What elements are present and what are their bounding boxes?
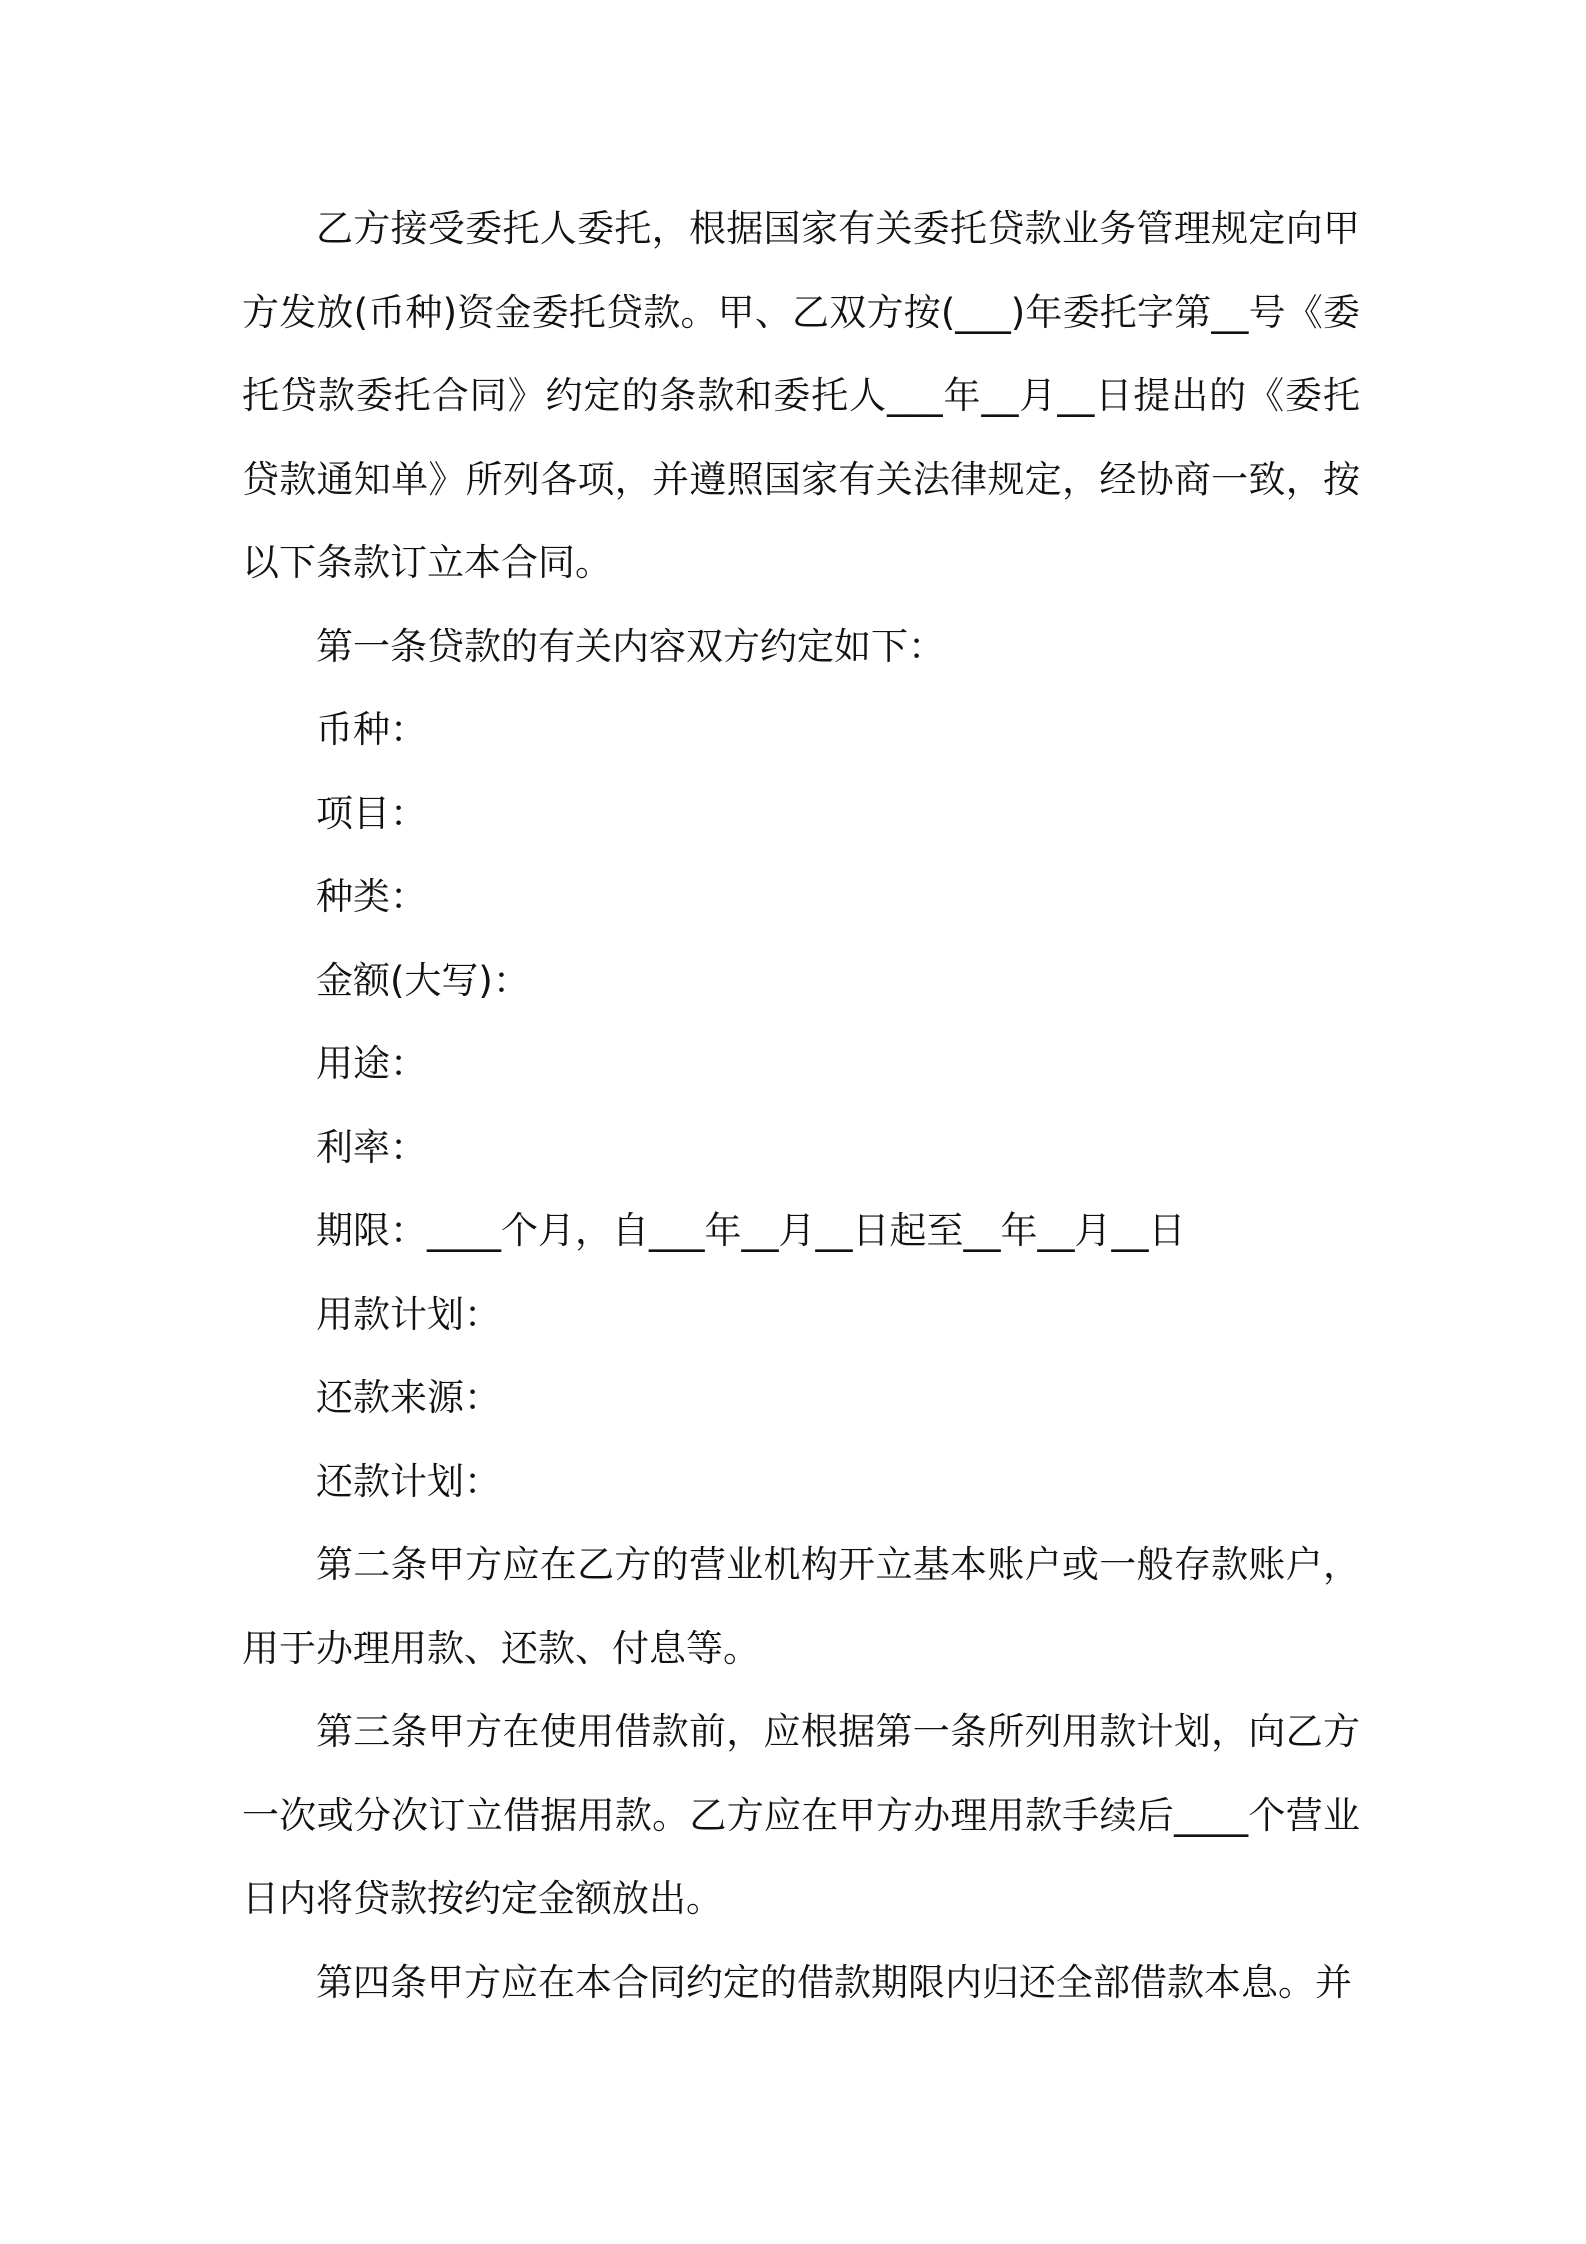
field-purpose: 用途： [316,1042,427,1085]
article-2-paragraph: 第二条甲方应在乙方的营业机构开立基本账户或一般存款账户，用于办理用款、还款、付息等。 [242,1543,1360,1670]
field-term: 期限：____个月，自___年__月__日起至__年__月__日 [316,1209,1186,1252]
field-source: 还款来源： [316,1376,501,1419]
field-currency: 币种： [316,708,427,751]
article-3-paragraph: 第三条甲方在使用借款前，应根据第一条所列用款计划，向乙方一次或分次订立借据用款。乙方应在甲方办理用款手续后____个营业日内将贷款按约定金额放出。 [242,1710,1360,1920]
field-project: 项目： [316,791,427,835]
field-amount: 金额(大写)： [316,958,530,1002]
article-4-paragraph: 第四条甲方应在本合同约定的借款期限内归还全部借款本息。并 [316,1960,1352,2004]
document-body [242,187,1360,2024]
field-type: 种类： [316,875,427,918]
field-repay-plan: 还款计划： [316,1459,501,1503]
field-rate: 利率： [316,1125,427,1169]
intro-paragraph: 乙方接受委托人委托，根据国家有关委托贷款业务管理规定向甲方发放(币种)资金委托贷款。甲、乙双方按(___)年委托字第__号《委托贷款委托合同》约定的条款和委托人___年__月__日提出的《委托贷款通知单》所列各项，并遵照国家有关法律规定，经协商一致，按以下条款订立本合同。 [242,207,1360,584]
field-plan: 用款计划： [316,1292,501,1336]
article-1-title: 第一条贷款的有关内容双方约定如下： [316,624,945,668]
